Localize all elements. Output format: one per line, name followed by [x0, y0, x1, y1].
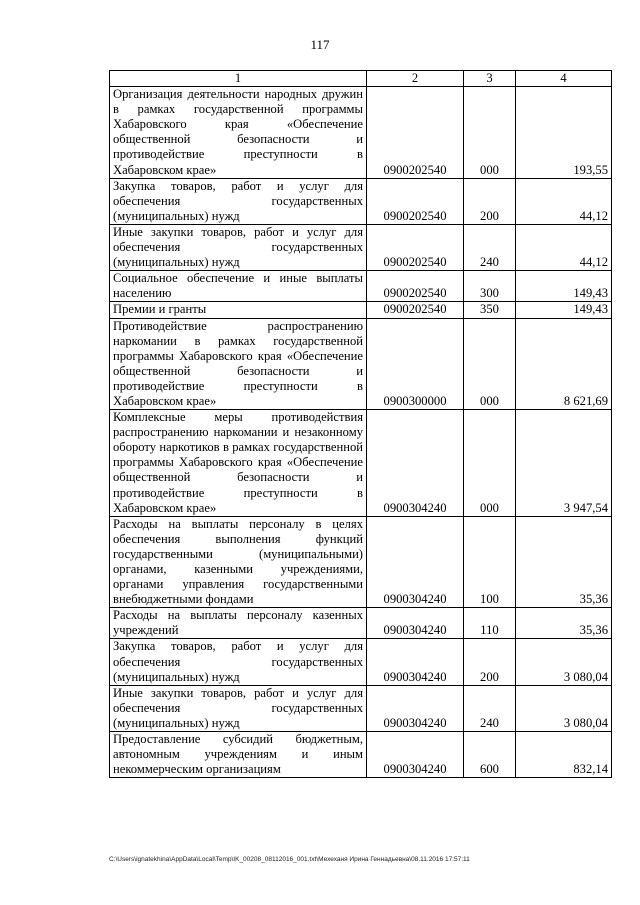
- row-name: Закупка товаров, работ и услуг для обеспечения государственных (муниципальных) нужд: [110, 178, 367, 224]
- row-sum: 3 080,04: [516, 685, 612, 731]
- row-name: Организация деятельности народных дружин в рамках государственной программы Хабаровского края «Обеспечение общественной безопасности и противодействие преступности в Хабаровском крае»: [110, 87, 367, 179]
- table-row: [110, 608, 612, 639]
- row-type: 000: [464, 318, 516, 410]
- row-type: 110: [464, 608, 516, 639]
- column-header-4: 4: [516, 71, 612, 87]
- row-type: 200: [464, 639, 516, 685]
- row-type: 100: [464, 516, 516, 608]
- row-code: 0900202540: [367, 302, 464, 318]
- row-code: 0900304240: [367, 516, 464, 608]
- file-path-footer: C:\Users\ignatekhina\AppData\Local\Temp\IK_00208_08112016_001.txt\Мехеханя Ирина Геннадьевна\08.11.2016 17:57:11: [109, 856, 470, 863]
- table-row: [110, 410, 612, 517]
- column-header-3: 3: [464, 71, 516, 87]
- row-type: 200: [464, 178, 516, 224]
- table-row: [110, 87, 612, 179]
- row-name: Противодействие распространению наркомании в рамках государственной программы Хабаровского края «Обеспечение общественной безопасности и противодействие преступности в Хабаровском крае»: [110, 318, 367, 410]
- table-row: [110, 516, 612, 608]
- row-sum: 35,36: [516, 608, 612, 639]
- row-name: Расходы на выплаты персоналу в целях обеспечения выполнения функций государственными (муниципальными) органами, казенными учреждениями, органами управления государственными внебюджетными фондами: [110, 516, 367, 608]
- table-row: [110, 271, 612, 302]
- table-row: [110, 224, 612, 270]
- row-code: 0900202540: [367, 224, 464, 270]
- table-row: [110, 732, 612, 778]
- row-sum: 8 621,69: [516, 318, 612, 410]
- row-type: 350: [464, 302, 516, 318]
- table-row: [110, 302, 612, 318]
- column-header-1: 1: [110, 71, 367, 87]
- row-code: 0900304240: [367, 608, 464, 639]
- row-code: 0900304240: [367, 732, 464, 778]
- row-sum: 44,12: [516, 224, 612, 270]
- row-sum: 44,12: [516, 178, 612, 224]
- row-type: 240: [464, 685, 516, 731]
- row-code: 0900202540: [367, 178, 464, 224]
- row-sum: 149,43: [516, 271, 612, 302]
- row-code: 0900304240: [367, 639, 464, 685]
- row-name: Предоставление субсидий бюджетным, автономным учреждениям и иным некоммерческим организациям: [110, 732, 367, 778]
- row-name: Комплексные меры противодействия распространению наркомании и незаконному обороту наркотиков в рамках государственной программы Хабаровского края «Обеспечение общественной безопасности и противодействие преступности в Хабаровском крае»: [110, 410, 367, 517]
- row-type: 240: [464, 224, 516, 270]
- row-name: Иные закупки товаров, работ и услуг для обеспечения государственных (муниципальных) нужд: [110, 224, 367, 270]
- row-code: 0900304240: [367, 410, 464, 517]
- budget-table: [109, 70, 612, 778]
- row-name: Расходы на выплаты персоналу казенных учреждений: [110, 608, 367, 639]
- row-type: 300: [464, 271, 516, 302]
- row-name: Закупка товаров, работ и услуг для обеспечения государственных (муниципальных) нужд: [110, 639, 367, 685]
- row-code: 0900202540: [367, 271, 464, 302]
- row-type: 000: [464, 410, 516, 517]
- row-sum: 3 947,54: [516, 410, 612, 517]
- row-code: 0900304240: [367, 685, 464, 731]
- row-sum: 35,36: [516, 516, 612, 608]
- row-code: 0900202540: [367, 87, 464, 179]
- row-name: Премии и гранты: [110, 302, 367, 318]
- row-sum: 3 080,04: [516, 639, 612, 685]
- row-sum: 193,55: [516, 87, 612, 179]
- row-type: 000: [464, 87, 516, 179]
- row-sum: 149,43: [516, 302, 612, 318]
- table-row: [110, 318, 612, 410]
- table-row: [110, 639, 612, 685]
- table-row: [110, 178, 612, 224]
- row-name: Социальное обеспечение и иные выплаты населению: [110, 271, 367, 302]
- table-row: [110, 685, 612, 731]
- table-header-row: [110, 71, 612, 87]
- column-header-2: 2: [367, 71, 464, 87]
- page-number: 117: [310, 37, 330, 52]
- row-type: 600: [464, 732, 516, 778]
- row-sum: 832,14: [516, 732, 612, 778]
- row-code: 0900300000: [367, 318, 464, 410]
- row-name: Иные закупки товаров, работ и услуг для обеспечения государственных (муниципальных) нужд: [110, 685, 367, 731]
